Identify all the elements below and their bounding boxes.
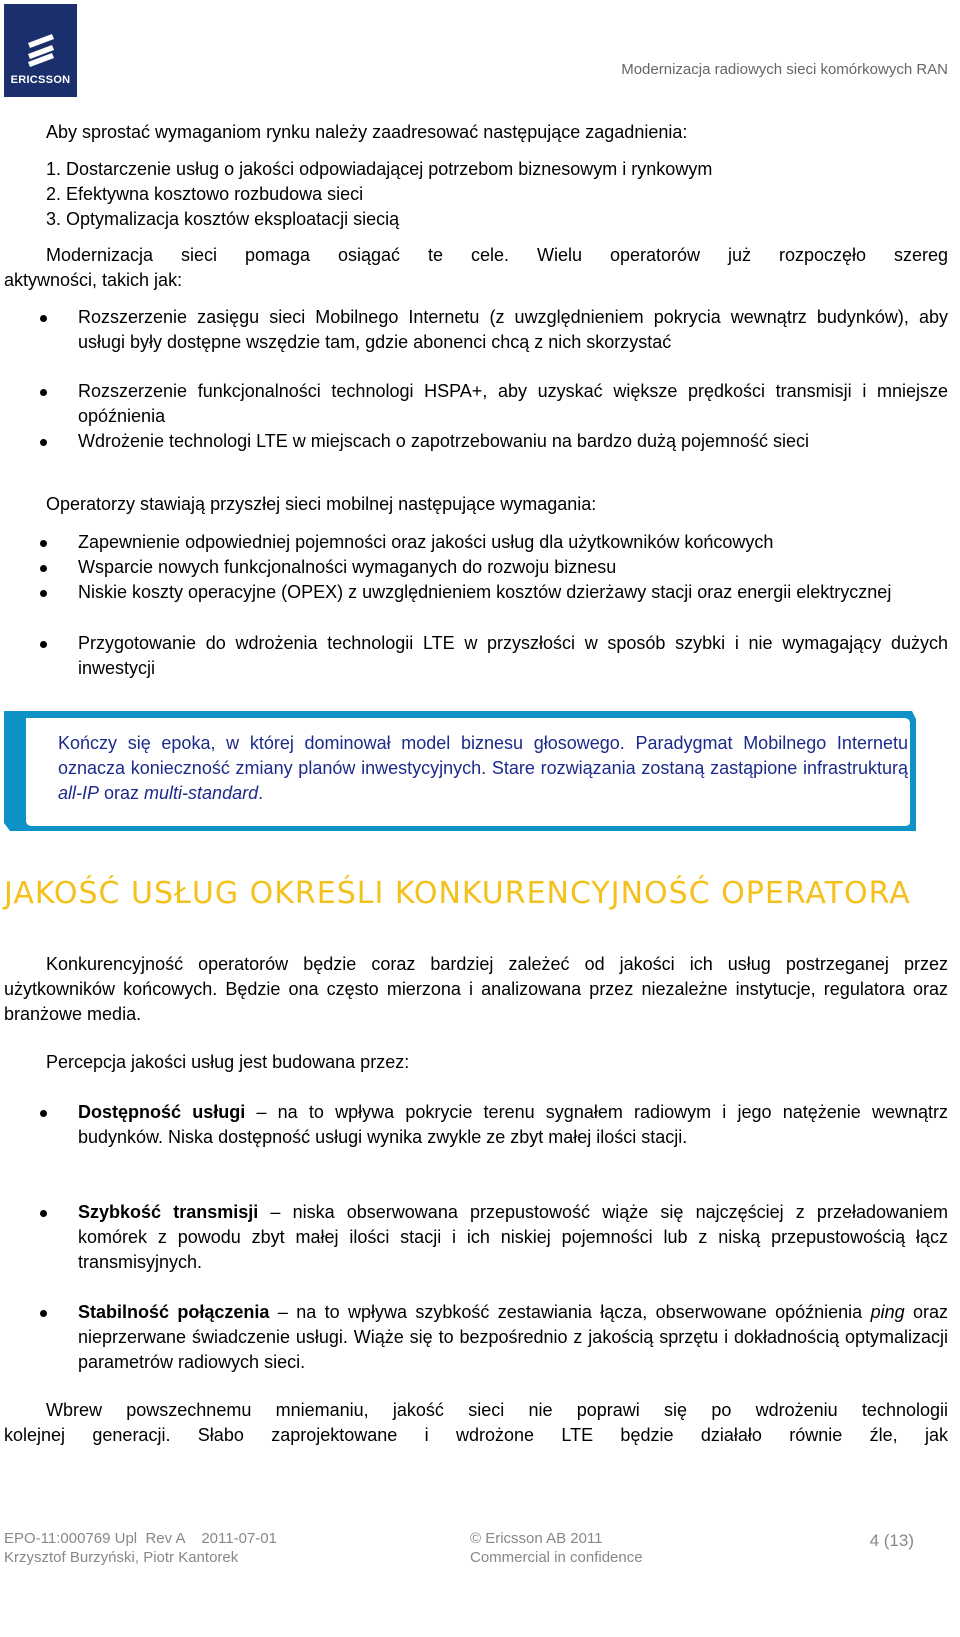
- activity-item: Wdrożenie technologi LTE w miejscach o zapotrzebowaniu na bardzo dużą pojemność sieci: [78, 431, 810, 451]
- bullet-icon: [40, 565, 47, 572]
- quality-item: Stabilność połączenia – na to wpływa szybkość zestawiania łącza, obserwowane opóźnienia ping oraz nieprzerwane świadczenie usługi. Wiąże się to bezpośrednio z jakością sprzętu i dokładnością optymalizacji parametrów radiowych sieci.: [78, 1302, 948, 1372]
- bullet-icon: [40, 590, 47, 597]
- footer-authors: Krzysztof Burzyński, Piotr Kantorek: [4, 1549, 239, 1566]
- requirement-item: Przygotowanie do wdrożenia technologii LTE w przyszłości w sposób szybki i nie wymagający dużych inwestycji: [78, 633, 948, 678]
- section-paragraph: Konkurencyjność operatorów będzie coraz bardziej zależeć od jakości ich usług postrzeganej przez użytkowników końcowych. Będzie ona często mierzona i analizowana przez niezależne instytucje, regulatora oraz branżowe media.: [4, 954, 948, 1024]
- numbered-item-1: 1. Dostarczenie usług o jakości odpowiadającej potrzebom biznesowym i rynkowym: [46, 159, 713, 179]
- activity-item: Rozszerzenie zasięgu sieci Mobilnego Internetu (z uwzględnieniem pokrycia wewnątrz budynków), aby usługi były dostępne wszędzie tam, gdzie abonenci chcą z nich skorzystać: [78, 307, 948, 352]
- ericsson-mark-icon: [24, 34, 58, 68]
- bullet-icon: [40, 641, 47, 648]
- intro-lead: Aby sprostać wymaganiom rynku należy zaadresować następujące zagadnienia:: [46, 122, 688, 142]
- bullet-icon: [40, 1110, 47, 1117]
- page-number: 4 (13): [869, 1531, 914, 1550]
- bullet-icon: [40, 540, 47, 547]
- closing-line-2: kolejnej generacji. Słabo zaprojektowane i wdrożone LTE będzie działało równie źle, jak: [4, 1425, 948, 1445]
- bullet-icon: [40, 1310, 47, 1317]
- requirements-lead: Operatorzy stawiają przyszłej sieci mobilnej następujące wymagania:: [46, 494, 597, 514]
- footer-copyright: © Ericsson AB 2011: [470, 1530, 603, 1547]
- requirement-item: Niskie koszty operacyjne (OPEX) z uwzględnieniem kosztów dzierżawy stacji oraz energii elektrycznej: [78, 582, 892, 602]
- ericsson-logo: [4, 4, 77, 97]
- logo-text: ERICSSON: [10, 74, 71, 86]
- bullet-icon: [40, 389, 47, 396]
- footer-confidential: Commercial in confidence: [470, 1549, 643, 1566]
- document-title: Modernizacja radiowych sieci komórkowych RAN: [621, 61, 948, 78]
- section-heading: JAKOŚĆ USŁUG OKREŚLI KONKURENCYJNOŚĆ OPERATORA: [4, 876, 911, 911]
- perception-lead: Percepcja jakości usług jest budowana przez:: [46, 1052, 410, 1072]
- numbered-item-3: 3. Optymalizacja kosztów eksploatacji siecią: [46, 209, 400, 229]
- closing-line-1: Wbrew powszechnemu mniemaniu, jakość sieci nie poprawi się po wdrożeniu technologii: [46, 1400, 948, 1420]
- requirement-item: Wsparcie nowych funkcjonalności wymaganych do rozwoju biznesu: [78, 557, 617, 577]
- bullet-icon: [40, 439, 47, 446]
- callout-text: Kończy się epoka, w której dominował model biznesu głosowego. Paradygmat Mobilnego Internetu oznacza konieczność zmiany planów inwestycyjnych. Stare rozwiązania zostaną zastąpione infrastrukturą all-IP oraz multi-standard.: [58, 733, 908, 803]
- bullet-icon: [40, 1210, 47, 1217]
- footer-doc-id: EPO-11:000769 Upl Rev A 2011-07-01: [4, 1530, 277, 1547]
- intro-paragraph-line-1: Modernizacja sieci pomaga osiągać te cele. Wielu operatorów już rozpoczęło szereg: [46, 245, 948, 265]
- quality-item: Dostępność usługi – na to wpływa pokrycie terenu sygnałem radiowym i jego natężenie wewnątrz budynków. Niska dostępność usługi wynika zwykle ze zbyt małej ilości stacji.: [78, 1102, 949, 1147]
- numbered-item-2: 2. Efektywna kosztowo rozbudowa sieci: [46, 184, 364, 204]
- quality-item: Szybkość transmisji – niska obserwowana przepustowość wiąże się najczęściej z przeładowaniem komórek z powodu zbyt małej ilości stacji i ich niskiej pojemności lub z niską przepustowością łącz transmisyjnych.: [78, 1202, 949, 1272]
- activity-item: Rozszerzenie funkcjonalności technologi HSPA+, aby uzyskać większe prędkości transmisji i mniejsze opóźnienia: [78, 381, 948, 426]
- requirement-item: Zapewnienie odpowiedniej pojemności oraz jakości usług dla użytkowników końcowych: [78, 532, 774, 552]
- intro-paragraph-line-2: aktywności, takich jak:: [4, 270, 183, 290]
- bullet-icon: [40, 315, 47, 322]
